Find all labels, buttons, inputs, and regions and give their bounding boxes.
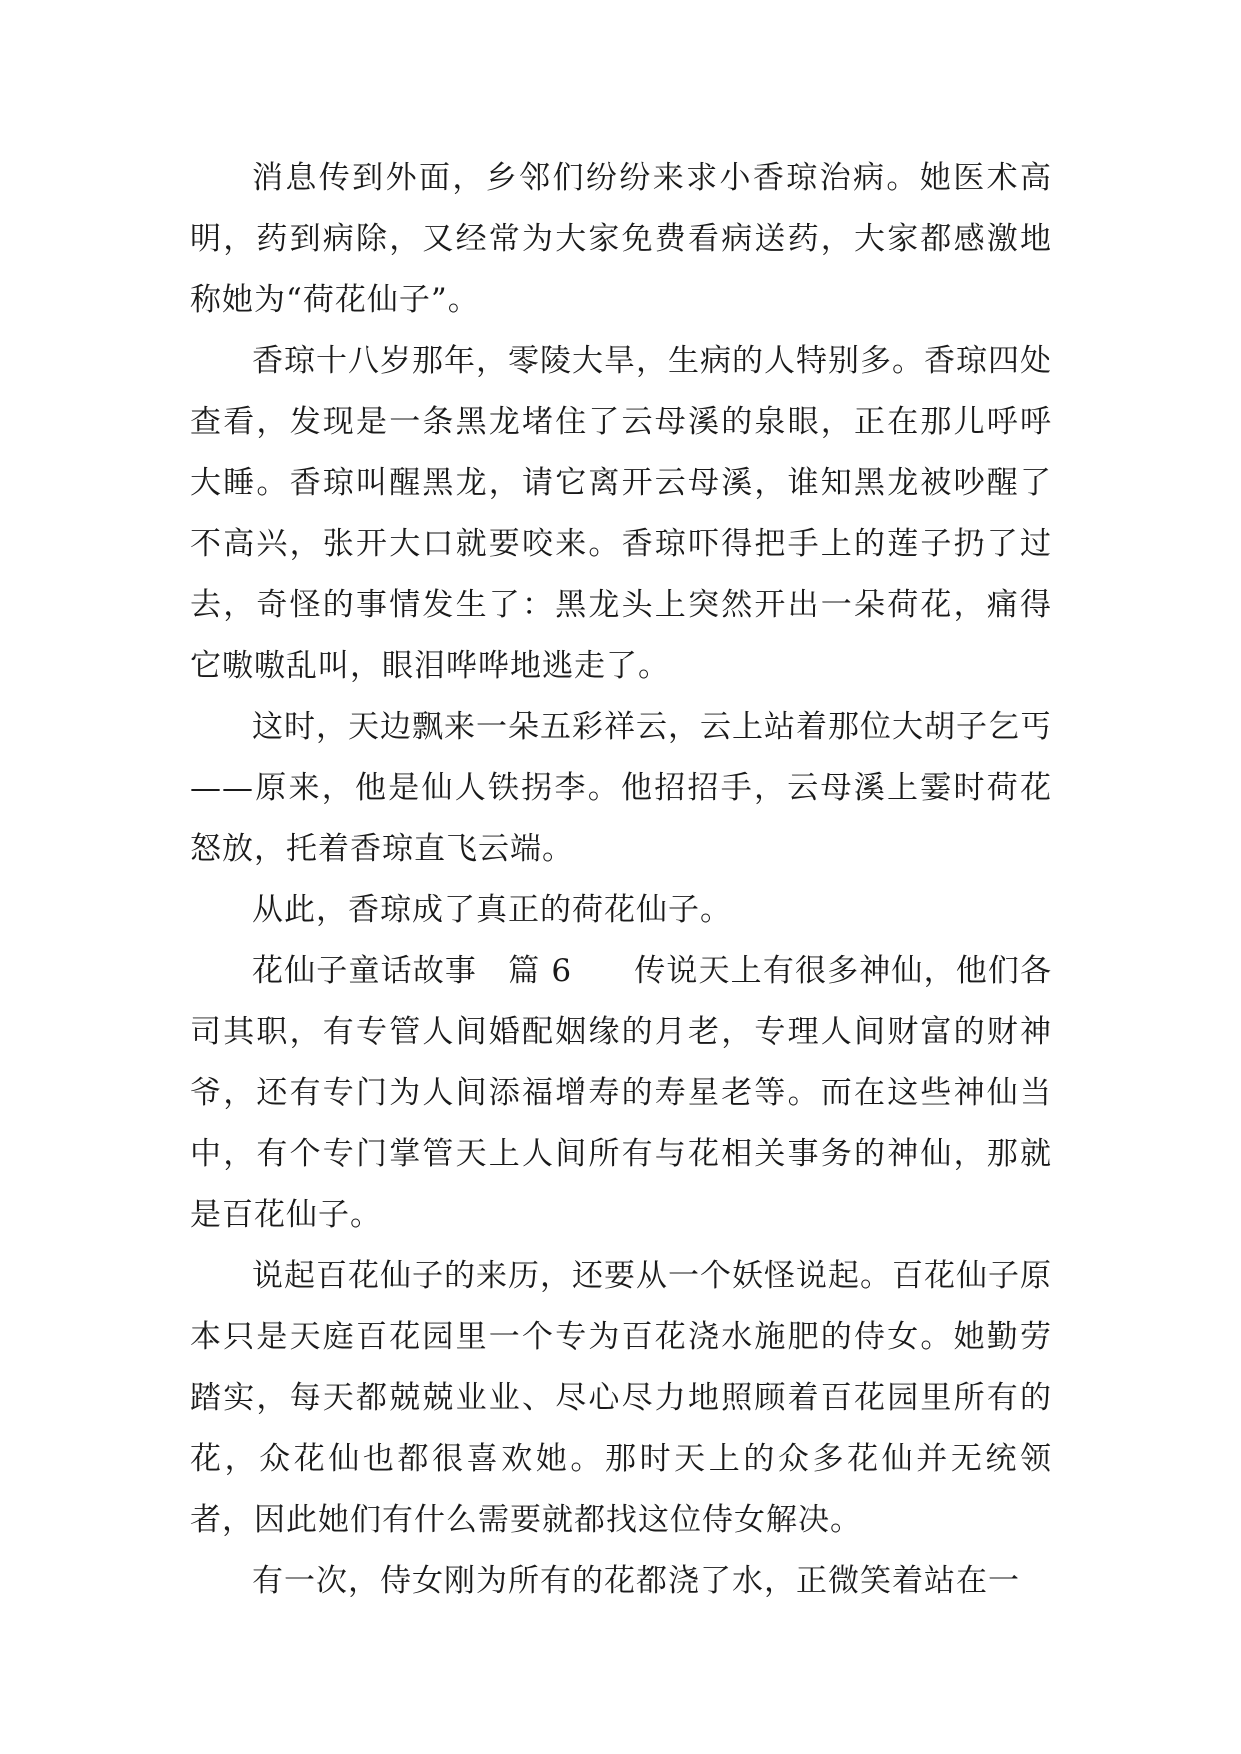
paragraph-4: 从此，香琼成了真正的荷花仙子。 <box>252 892 732 928</box>
paragraph-7: 有一次，侍女刚为所有的花都浇了水，正微笑着站在一 <box>252 1563 1020 1599</box>
paragraph-1: 消息传到外面，乡邻们纷纷来求小香琼治病。她医术高明，药到病除，又经常为大家免费看病送药，大家都感激地称她为“荷花仙子”。 <box>190 160 1052 318</box>
section-paragraph <box>190 941 1052 1246</box>
paragraph-2: 香琼十八岁那年，零陵大旱，生病的人特别多。香琼四处查看，发现是一条黑龙堵住了云母溪的泉眼，正在那儿呼呼大睡。香琼叫醒黑龙，请它离开云母溪，谁知黑龙被吵醒了不高兴，张开大口就要咬来。香琼吓得把手上的莲子扔了过去，奇怪的事情发生了：黑龙头上突然开出一朵荷花，痛得它嗷嗷乱叫，眼泪哗哗地逃走了。 <box>190 343 1052 684</box>
section-number: 篇 6 <box>508 953 573 989</box>
paragraph-6: 说起百花仙子的来历，还要从一个妖怪说起。百花仙子原本只是天庭百花园里一个专为百花浇水施肥的侍女。她勤劳踏实，每天都兢兢业业、尽心尽力地照顾着百花园里所有的花，众花仙也都很喜欢她。那时天上的众多花仙并无统领者，因此她们有什么需要就都找这位侍女解决。 <box>190 1258 1052 1538</box>
section-title: 花仙子童话故事 <box>252 953 478 989</box>
document-page <box>190 148 1052 1612</box>
paragraph-3: 这时，天边飘来一朵五彩祥云，云上站着那位大胡子乞丐——原来，他是仙人铁拐李。他招招手，云母溪上霎时荷花怒放，托着香琼直飞云端。 <box>190 709 1052 867</box>
section-text: 传说天上有很多神仙，他们各司其职，有专管人间婚配姻缘的月老，专理人间财富的财神爷，还有专门为人间添福增寿的寿星老等。而在这些神仙当中，有个专门掌管天上人间所有与花相关事务的神仙，那就是百花仙子。 <box>190 953 1053 1233</box>
